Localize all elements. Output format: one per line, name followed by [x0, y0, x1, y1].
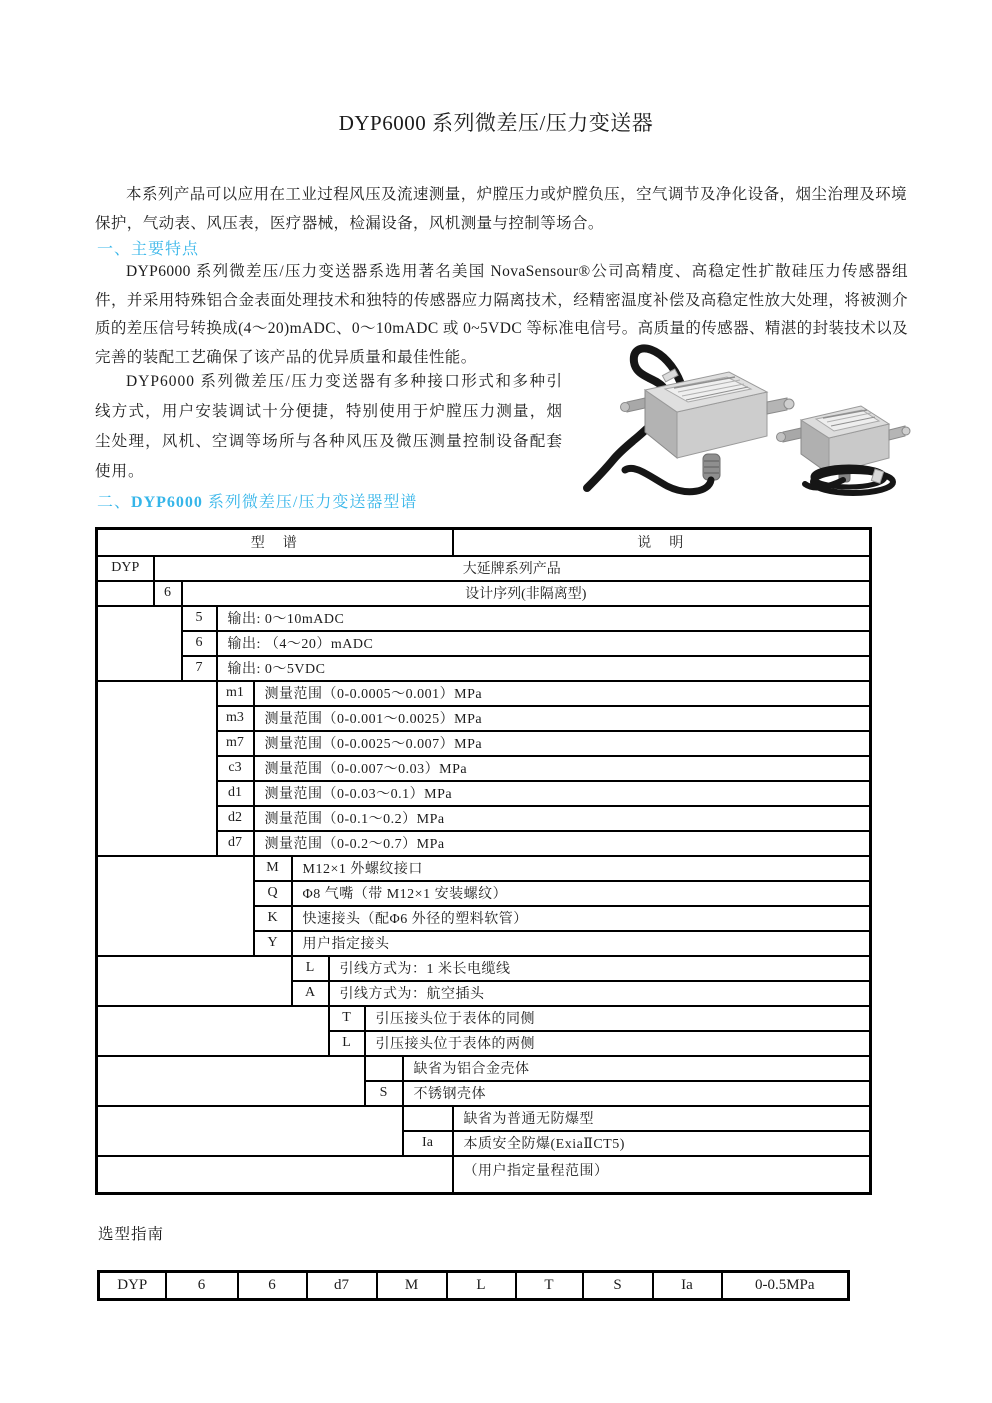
table-row — [97, 606, 871, 631]
guide-row — [99, 1272, 849, 1300]
code-cell: Q — [254, 881, 292, 906]
blank-cell — [97, 1156, 453, 1194]
table-row — [97, 1156, 871, 1194]
guide-cell: S — [583, 1272, 653, 1300]
selection-guide-label: 选型指南 — [98, 1226, 165, 1243]
blank-cell — [97, 606, 182, 681]
code-cell: Ia — [403, 1131, 453, 1156]
header-model-spectrum: 型 谱 — [97, 529, 453, 556]
code-cell: m7 — [217, 731, 254, 756]
guide-cell: d7 — [307, 1272, 377, 1300]
table-row — [97, 556, 871, 581]
section2-model-name: DYP6000 — [131, 494, 203, 511]
blank-cell — [97, 856, 254, 956]
blank-cell — [97, 681, 217, 856]
intro-paragraph: 本系列产品可以应用在工业过程风压及流速测量，炉膛压力或炉膛负压，空气调节及净化设备，烟尘治理及环境保护，气动表、风压表，医疗器械，检漏设备，风机测量与控制等场合。 — [95, 186, 907, 232]
guide-cell: M — [377, 1272, 447, 1300]
section2-number: 二、 — [97, 494, 132, 511]
code-cell: d1 — [217, 781, 254, 806]
guide-cell: 6 — [238, 1272, 307, 1300]
desc-cell: 不锈钢壳体 — [403, 1081, 871, 1106]
desc-cell: 设计序列(非隔离型) — [182, 581, 871, 606]
blank-cell — [97, 956, 292, 1006]
product-photo — [577, 328, 911, 498]
table-row — [97, 1106, 871, 1131]
desc-cell: 用户指定接头 — [292, 931, 871, 956]
code-cell: L — [292, 956, 329, 981]
desc-cell: 大延牌系列产品 — [154, 556, 871, 581]
guide-cell: 6 — [166, 1272, 238, 1300]
desc-cell: 输出: 0～10mADC — [217, 606, 871, 631]
code-cell: c3 — [217, 756, 254, 781]
desc-cell: 测量范围（0-0.001～0.0025）MPa — [254, 706, 871, 731]
section2-heading — [97, 489, 417, 512]
code-cell: m1 — [217, 681, 254, 706]
blank-cell — [97, 1106, 403, 1156]
desc-cell: 引线方式为：航空插头 — [329, 981, 871, 1006]
desc-cell: 测量范围（0-0.0025～0.007）MPa — [254, 731, 871, 756]
custom-range-cell: （用户指定量程范围） — [453, 1156, 871, 1194]
table-row — [97, 656, 871, 681]
table-row — [97, 681, 871, 706]
code-cell: d2 — [217, 806, 254, 831]
code-cell: 6 — [154, 581, 182, 606]
transmitter-left — [621, 372, 795, 480]
desc-cell: 缺省为铝合金壳体 — [403, 1056, 871, 1081]
desc-cell: 本质安全防爆(ExiaⅡCT5) — [453, 1131, 871, 1156]
desc-cell: 输出: 0～5VDC — [217, 656, 871, 681]
table-row — [97, 631, 871, 656]
blank-cell — [97, 1056, 365, 1106]
code-cell: L — [329, 1031, 365, 1056]
desc-cell: 测量范围（0-0.03～0.1）MPa — [254, 781, 871, 806]
table-row — [97, 956, 871, 981]
model-spectrum-table — [95, 527, 872, 1195]
cable-left-tail — [625, 468, 711, 491]
page-title: DYP6000 系列微差压/压力变送器 — [338, 111, 654, 135]
desc-cell: Φ8 气嘴（带 M12×1 安装螺纹） — [292, 881, 871, 906]
desc-cell: 引压接头位于表体的两侧 — [365, 1031, 871, 1056]
guide-cell: DYP — [99, 1272, 166, 1300]
code-cell: DYP — [97, 556, 154, 581]
table-row — [97, 1056, 871, 1081]
section2-title-text: 系列微差压/压力变送器型谱 — [202, 494, 418, 511]
desc-cell: M12×1 外螺纹接口 — [292, 856, 871, 881]
guide-cell: T — [516, 1272, 583, 1300]
code-cell: S — [365, 1081, 403, 1106]
header-description: 说 明 — [453, 529, 871, 556]
desc-cell: 引压接头位于表体的同侧 — [365, 1006, 871, 1031]
code-cell — [365, 1056, 403, 1081]
code-cell — [403, 1106, 453, 1131]
guide-cell: L — [447, 1272, 516, 1300]
code-cell: 5 — [182, 606, 217, 631]
code-cell: 7 — [182, 656, 217, 681]
usage-paragraph: DYP6000 系列微差压/压力变送器有多种接口形式和多种引线方式，用户安装调试十分便捷，特别使用于炉膛压力测量，烟尘处理，风机、空调等场所与各种风压及微压测量控制设备配套使用。 — [95, 373, 563, 480]
table-header-row — [97, 529, 871, 556]
code-cell: d7 — [217, 831, 254, 856]
code-cell: 6 — [182, 631, 217, 656]
desc-cell: 引线方式为：1 米长电缆线 — [329, 956, 871, 981]
blank-cell — [97, 1006, 329, 1056]
blank-cell — [97, 581, 154, 606]
features-paragraph: DYP6000 系列微差压/压力变送器系选用著名美国 NovaSensour®公司高精度、高稳定性扩散硅压力传感器组件，并采用特殊铝合金表面处理技术和独特的传感器应力隔离技术，经精密温度补偿及高稳定性放大处理，将被测介质的差压信号转换成(4～20)mADC、0～10mADC 或 0~5VDC 等标准电信号。高质量的传感器、精湛的封装技术以及完善的装配工艺确保了该产品的优异质量和最佳性能。 — [95, 263, 908, 366]
code-cell: M — [254, 856, 292, 881]
desc-cell: 输出: （4～20）mADC — [217, 631, 871, 656]
desc-cell: 测量范围（0-0.2～0.7）MPa — [254, 831, 871, 856]
code-cell: T — [329, 1006, 365, 1031]
desc-cell: 快速接头（配Φ6 外径的塑料软管） — [292, 906, 871, 931]
code-cell: m3 — [217, 706, 254, 731]
table-row — [97, 581, 871, 606]
section1-heading: 一、主要特点 — [97, 241, 200, 258]
code-cell: Y — [254, 931, 292, 956]
code-cell: K — [254, 906, 292, 931]
desc-cell: 缺省为普通无防爆型 — [453, 1106, 871, 1131]
guide-cell: Ia — [653, 1272, 722, 1300]
table-row — [97, 1006, 871, 1031]
desc-cell: 测量范围（0-0.1～0.2）MPa — [254, 806, 871, 831]
code-cell: A — [292, 981, 329, 1006]
guide-cell: 0-0.5MPa — [722, 1272, 849, 1300]
selection-guide-table — [97, 1270, 850, 1301]
desc-cell: 测量范围（0-0.0005～0.001）MPa — [254, 681, 871, 706]
desc-cell: 测量范围（0-0.007～0.03）MPa — [254, 756, 871, 781]
table-row — [97, 856, 871, 881]
